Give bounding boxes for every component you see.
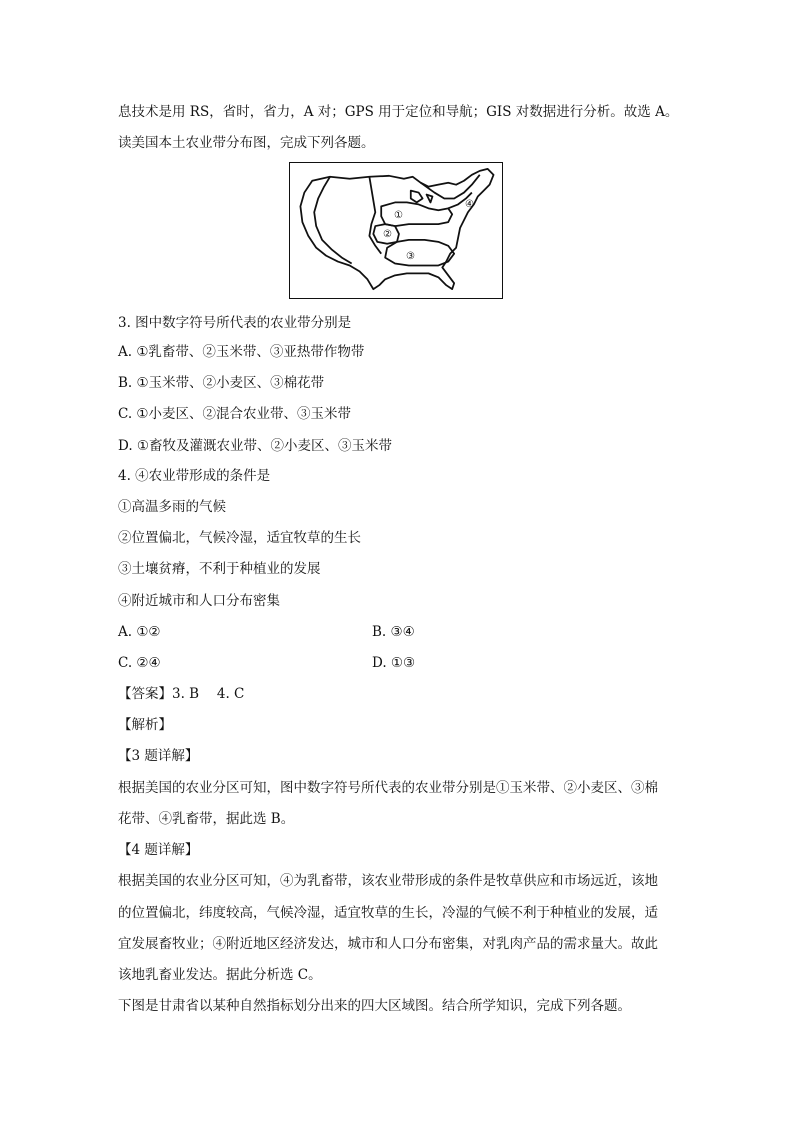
great-lakes (411, 191, 433, 203)
q4-option-d: D. ①③ (372, 655, 416, 671)
condition-2: ②位置偏北，气候冷湿，适宜牧草的生长 (118, 530, 361, 546)
q3-detail-text: 花带、④乳畜带，据此选 B。 (118, 811, 295, 827)
q4-detail-text: 宜发展畜牧业；④附近地区经济发达，城市和人口分布密集，对乳肉产品的需求量大。故此 (118, 936, 658, 952)
q3-option-a: A. ①乳畜带、②玉米带、③亚热带作物带 (118, 344, 365, 360)
q3-detail-heading: 【3 题详解】 (118, 748, 199, 764)
us-agriculture-map (289, 162, 503, 299)
answer-line: 【答案】3. B 4. C (118, 686, 245, 702)
condition-1: ①高温多雨的气候 (118, 499, 226, 515)
q4-detail-heading: 【4 题详解】 (118, 842, 199, 858)
us-outline-drawing (290, 163, 502, 298)
q4-option-c: C. ②④ (118, 655, 161, 671)
question-4: 4. ④农业带形成的条件是 (118, 468, 271, 484)
q4-detail-text: 根据美国的农业分区可知，④为乳畜带，该农业带形成的条件是牧草供应和市场远近，该地 (118, 873, 658, 889)
q4-detail-text: 该地乳畜业发达。据此分析选 C。 (118, 967, 322, 983)
condition-4: ④附近城市和人口分布密集 (118, 593, 280, 609)
question-3: 3. 图中数字符号所代表的农业带分别是 (118, 315, 352, 331)
q4-option-b: B. ③④ (372, 624, 415, 640)
condition-3: ③土壤贫瘠，不利于种植业的发展 (118, 561, 321, 577)
zone-1-label: ① (394, 210, 403, 221)
analysis-heading: 【解析】 (118, 717, 172, 733)
zone-3-boundary (385, 240, 454, 266)
text-line: 下图是甘肃省以某种自然指标划分出来的四大区域图。结合所学知识，完成下列各题。 (118, 998, 631, 1014)
q4-detail-text: 的位置偏北，纬度较高，气候冷湿，适宜牧草的生长，冷湿的气候不利于种植业的发展，适 (118, 905, 658, 921)
zone-1-boundary (381, 202, 452, 226)
zone-3-label: ③ (406, 251, 415, 262)
text-line: 读美国本土农业带分布图，完成下列各题。 (118, 135, 375, 151)
zone-2-label: ② (383, 229, 392, 240)
q3-option-d: D. ①畜牧及灌溉农业带、②小麦区、③玉米带 (118, 438, 393, 454)
text-line: 息技术是用 RS，省时，省力，A 对；GPS 用于定位和导航；GIS 对数据进行分析。故选 A。 (118, 104, 679, 120)
q4-option-a: A. ①② (118, 624, 161, 640)
q3-option-c: C. ①小麦区、②混合农业带、③玉米带 (118, 406, 352, 422)
q3-option-b: B. ①玉米带、②小麦区、③棉花带 (118, 375, 325, 391)
q3-detail-text: 根据美国的农业分区可知，图中数字符号所代表的农业带分别是①玉米带、②小麦区、③棉 (118, 780, 658, 796)
zone-4-label: ④ (465, 199, 474, 210)
